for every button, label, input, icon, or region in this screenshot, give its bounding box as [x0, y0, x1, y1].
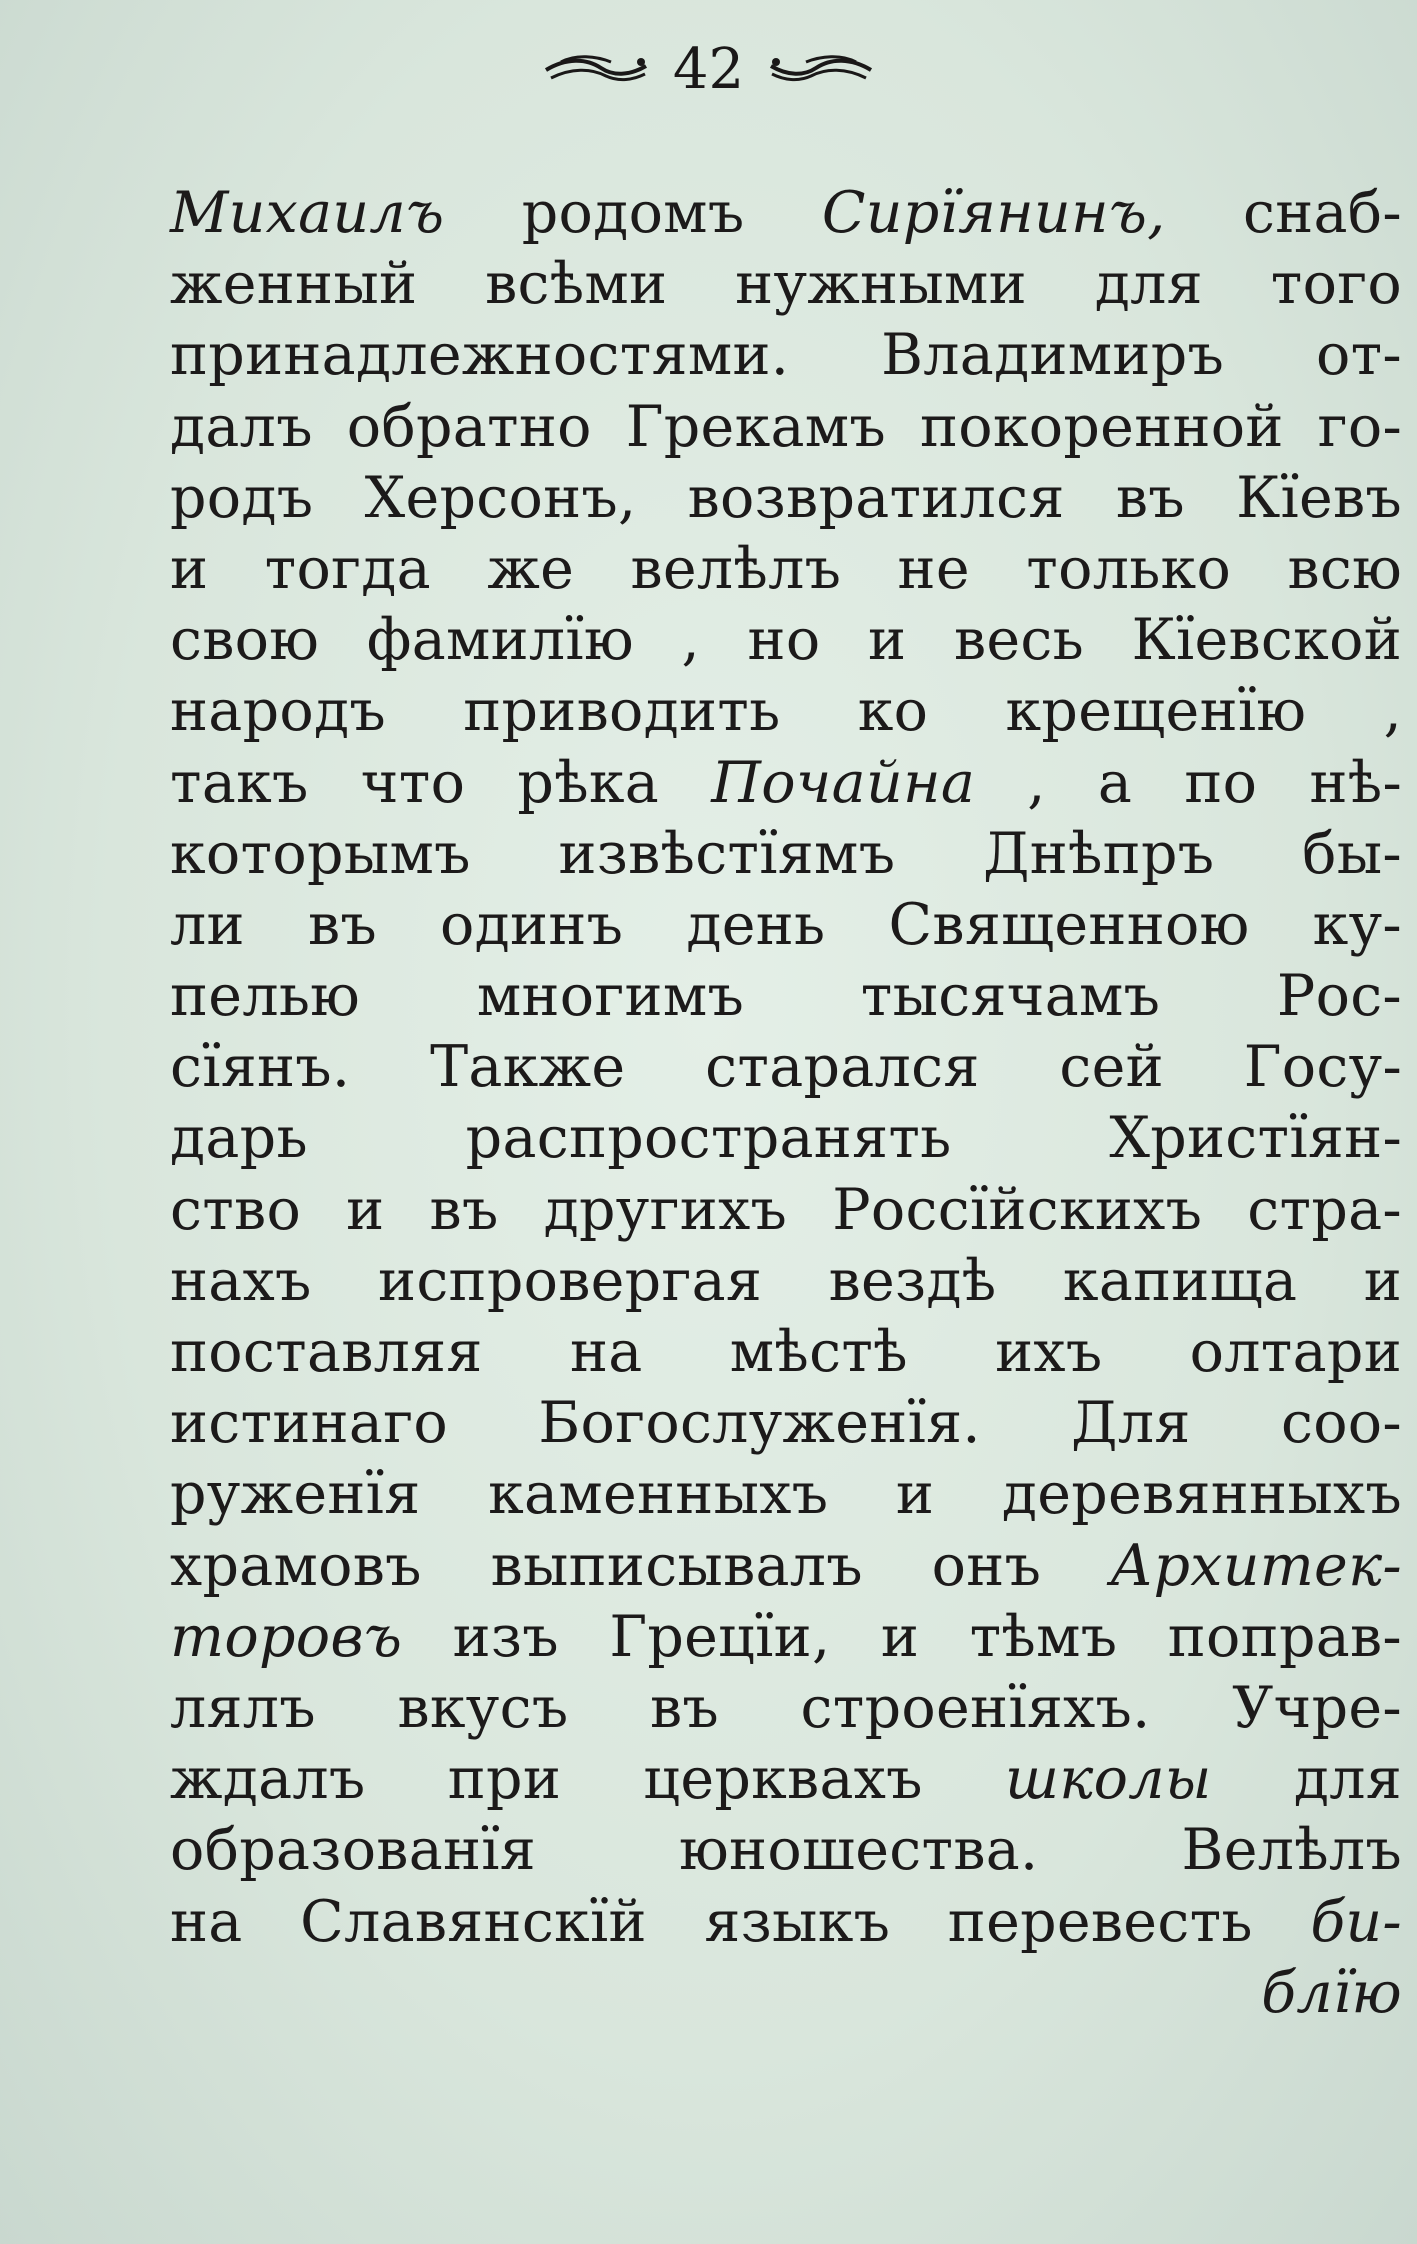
text-segment: истинаго Богослуженїя. Для соо-: [170, 1390, 1402, 1457]
text-line: [170, 249, 1402, 320]
body-text: [170, 178, 1402, 2029]
text-line: [170, 178, 1402, 249]
text-segment: , а по нѣ-: [975, 749, 1403, 816]
italic-text: Сирїянинъ,: [821, 180, 1166, 246]
text-segment: на Славянскїй языкъ перевесть: [170, 1888, 1311, 1955]
italic-text: Архитек-: [1110, 1532, 1402, 1599]
italic-text: торовъ: [170, 1603, 403, 1670]
text-segment: ство и въ другихъ Россїйскихъ стра-: [170, 1176, 1402, 1243]
text-segment: снаб-: [1165, 180, 1402, 246]
text-line: [170, 1032, 1402, 1103]
italic-text: Михаилъ: [170, 180, 445, 246]
text-line: [170, 676, 1402, 747]
text-segment: народъ приводить ко крещенїю ,: [170, 678, 1402, 745]
italic-text: блїю: [1261, 1959, 1402, 2026]
text-segment: поставляя на мѣстѣ ихъ олтари: [170, 1319, 1402, 1385]
text-line: [170, 819, 1402, 890]
text-line: [170, 320, 1402, 391]
text-segment: ли въ одинъ день Священною ку-: [170, 891, 1402, 958]
left-ornament-icon: [541, 50, 651, 90]
page-header: [0, 37, 1417, 102]
italic-text: Почайна: [711, 749, 976, 816]
text-line: [170, 1815, 1402, 1886]
text-line: [170, 1103, 1402, 1174]
text-segment: свою фамилїю , но и весь Кїевской: [170, 607, 1402, 674]
text-segment: такъ что рѣка: [170, 749, 712, 816]
text-segment: родъ Херсонъ, возвратился въ Кїевъ: [170, 464, 1402, 531]
text-line: [170, 1459, 1402, 1530]
text-line: [170, 961, 1402, 1032]
text-segment: и тогда же велѣлъ не только всю: [170, 535, 1402, 602]
text-segment: образованїя юношества. Велѣлъ: [170, 1817, 1402, 1884]
text-segment: женный всѣми нужными для того: [170, 251, 1402, 318]
right-ornament-icon: [766, 50, 876, 90]
text-line: [170, 605, 1402, 676]
text-line: [170, 1531, 1402, 1602]
text-segment: руженїя каменныхъ и деревянныхъ: [170, 1461, 1402, 1528]
text-line: [170, 1887, 1402, 1958]
text-line: [170, 1744, 1402, 1815]
text-line: [170, 1317, 1402, 1388]
text-line: [170, 1958, 1402, 2029]
text-segment: дарь распространять Христїян-: [170, 1105, 1402, 1172]
text-segment: родомъ: [444, 180, 822, 246]
text-line: [170, 463, 1402, 534]
text-line: [170, 392, 1402, 463]
text-line: [170, 1246, 1402, 1317]
italic-text: би-: [1310, 1888, 1402, 1955]
text-segment: лялъ вкусъ въ строенїяхъ. Учре-: [170, 1674, 1402, 1741]
text-segment: нахъ испровергая вездѣ капища и: [170, 1247, 1402, 1314]
text-segment: для: [1211, 1746, 1402, 1813]
text-segment: ждалъ при церквахъ: [170, 1746, 1005, 1813]
text-segment: которымъ извѣстїямъ Днѣпръ бы-: [170, 820, 1402, 887]
page-number: 42: [672, 37, 745, 102]
text-segment: принадлежностями. Владимиръ от-: [170, 322, 1402, 389]
text-line: [170, 1175, 1402, 1246]
text-line: [170, 534, 1402, 605]
text-segment: храмовъ выписывалъ онъ: [170, 1532, 1110, 1599]
text-segment: пелью многимъ тысячамъ Рос-: [170, 963, 1402, 1030]
italic-text: школы: [1005, 1746, 1212, 1813]
text-segment: сїянъ. Также старался сей Госу-: [170, 1034, 1402, 1101]
text-line: [170, 1673, 1402, 1744]
text-segment: далъ обратно Грекамъ покоренной го-: [170, 393, 1402, 460]
text-line: [170, 890, 1402, 961]
text-line: [170, 1602, 1402, 1673]
text-line: [170, 748, 1402, 819]
text-line: [170, 1388, 1402, 1459]
text-segment: изъ Грецїи, и тѣмъ поправ-: [402, 1603, 1402, 1670]
